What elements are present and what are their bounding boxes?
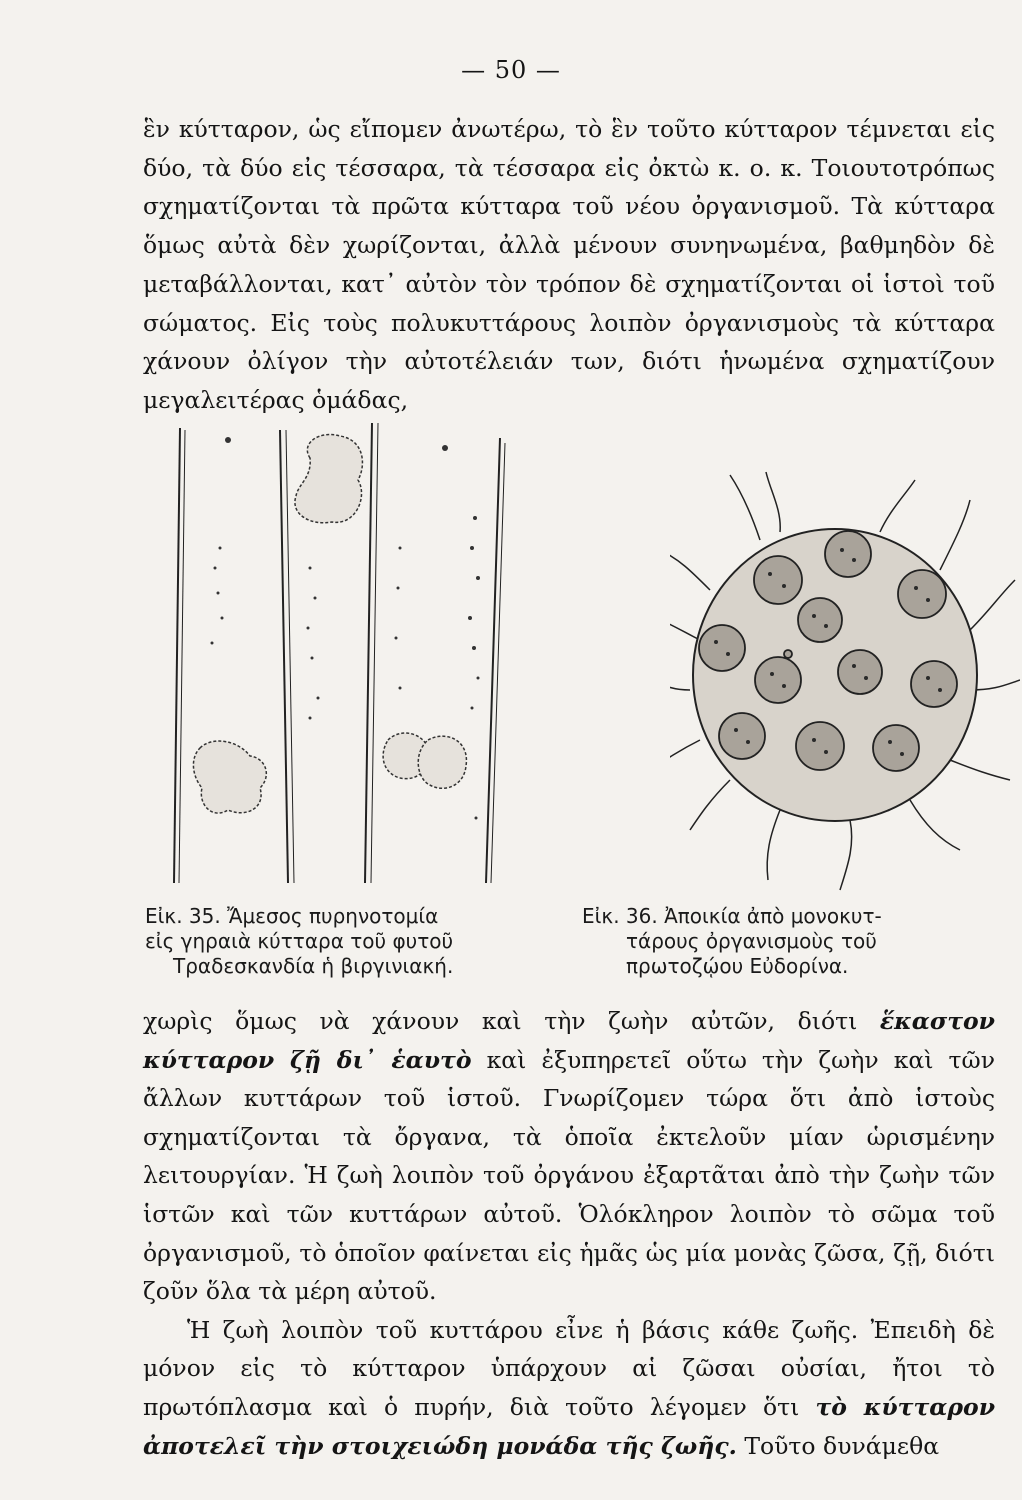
cell-wall-line [365,423,372,883]
figure-36-caption [582,904,1002,979]
emphasis-text: τὸ κύτταρον ἀποτελεῖ τὴν στοιχειώδη μονάδα τῆς ζωῆς. [143,1392,995,1460]
caption-line: Εἰκ. 36. Ἀποικία ἀπὸ μονοκυτ- [582,904,882,928]
figure-area [150,410,1010,900]
text-run: χωρὶς ὅμως νὰ χάνουν καὶ τὴν ζωὴν αὐτῶν, διότι [143,1007,880,1035]
figure-36-drawing [670,470,1020,900]
text-run: Ἡ ζωὴ λοιπὸν τοῦ κυττάρου εἶνε ἡ βάσις κάθε ζωῆς. Ἐπειδὴ δὲ μόνον εἰς τὸ κύτταρον ὑπάρχουν αἱ ζῶσαι οὐσίαι, ἤτοι τὸ πρωτόπλασμα καὶ ὁ πυρήν, διὰ τοῦτο λέγομεν ὅτι [143,1315,995,1421]
paragraph-bottom [143,1002,995,1465]
caption-line: πρωτοζῴου Εὐδορίνα. [626,954,849,978]
cell-wall-line [371,423,378,883]
caption-line: Εἰκ. 35. Ἄμεσος πυρηνοτομία [145,904,439,928]
figure-35-drawing [160,418,530,888]
cell-nucleus-drawing [418,736,466,788]
page-number: — 50 — [461,56,561,84]
paragraph-top: ἓν κύτταρον, ὡς εἴπομεν ἀνωτέρω, τὸ ἓν τοῦτο κύτταρον τέμνεται εἰς δύο, τὰ δύο εἰς τέσσαρα, τὰ τέσσαρα εἰς ὀκτὼ κ. ο. κ. Τοιουτοτρόπως σχηματίζονται τὰ πρῶτα κύτταρα τοῦ νέου ὀργανισμοῦ. Τὰ κύτταρα ὅμως αὐτὰ δὲν χωρίζονται, ἀλλὰ μένουν συνηνωμένα, βαθμηδὸν δὲ μεταβάλλονται, κατ᾽ αὐτὸν τὸν τρόπον δὲ σχηματίζονται οἱ ἱστοὶ τοῦ σώματος. Εἰς τοὺς πολυκυττάρους λοιπὸν ὀργανισμοὺς τὰ κύτταρα χάνουν ὀλίγον τὴν αὐτοτέλειάν των, διότι ἡνωμένα σχηματίζουν μεγαλειτέρας ὁμάδας, [143,115,995,414]
cell-nucleus-drawing [193,741,266,813]
cell-nucleus-drawing [295,435,363,523]
cell-wall-line [174,428,180,883]
text-run: Τοῦτο δυνάμεθα [736,1431,940,1460]
figure-35-caption [145,904,565,979]
caption-line: εἰς γηραιὰ κύτταρα τοῦ φυτοῦ [145,929,454,953]
caption-line: Τραδεσκανδία ἡ βιργινιακή. [173,954,454,978]
emphasis-text: ἕκαστον κύτταρον ζῇ δι᾽ ἑαυτὸ [143,1007,995,1074]
caption-line: τάρους ὀργανισμοὺς τοῦ [626,929,877,953]
text-run: καὶ ἐξυπηρετεῖ οὕτω τὴν ζωὴν καὶ τῶν ἄλλων κυττάρων τοῦ ἱστοῦ. Γνωρίζομεν τώρα ὅτι ἀπὸ ἱστοὺς σχηματίζονται τὰ ὄργανα, τὰ ὁποῖα ἐκτελοῦν μίαν ὡρισμένην λειτουργίαν. Ἡ ζωὴ λοιπὸν τοῦ ὀργάνου ἐξαρτᾶται ἀπὸ τὴν ζωὴν τῶν ἱστῶν καὶ τῶν κυττάρων αὐτοῦ. Ὁλόκληρον λοιπὸν τὸ σῶμα τοῦ ὀργανισμοῦ, τὸ ὁποῖον φαίνεται εἰς ἡμᾶς ὡς μία μονὰς ζῶσα, ζῇ, διότι ζοῦν ὅλα τὰ μέρη αὐτοῦ. [143,1045,995,1306]
